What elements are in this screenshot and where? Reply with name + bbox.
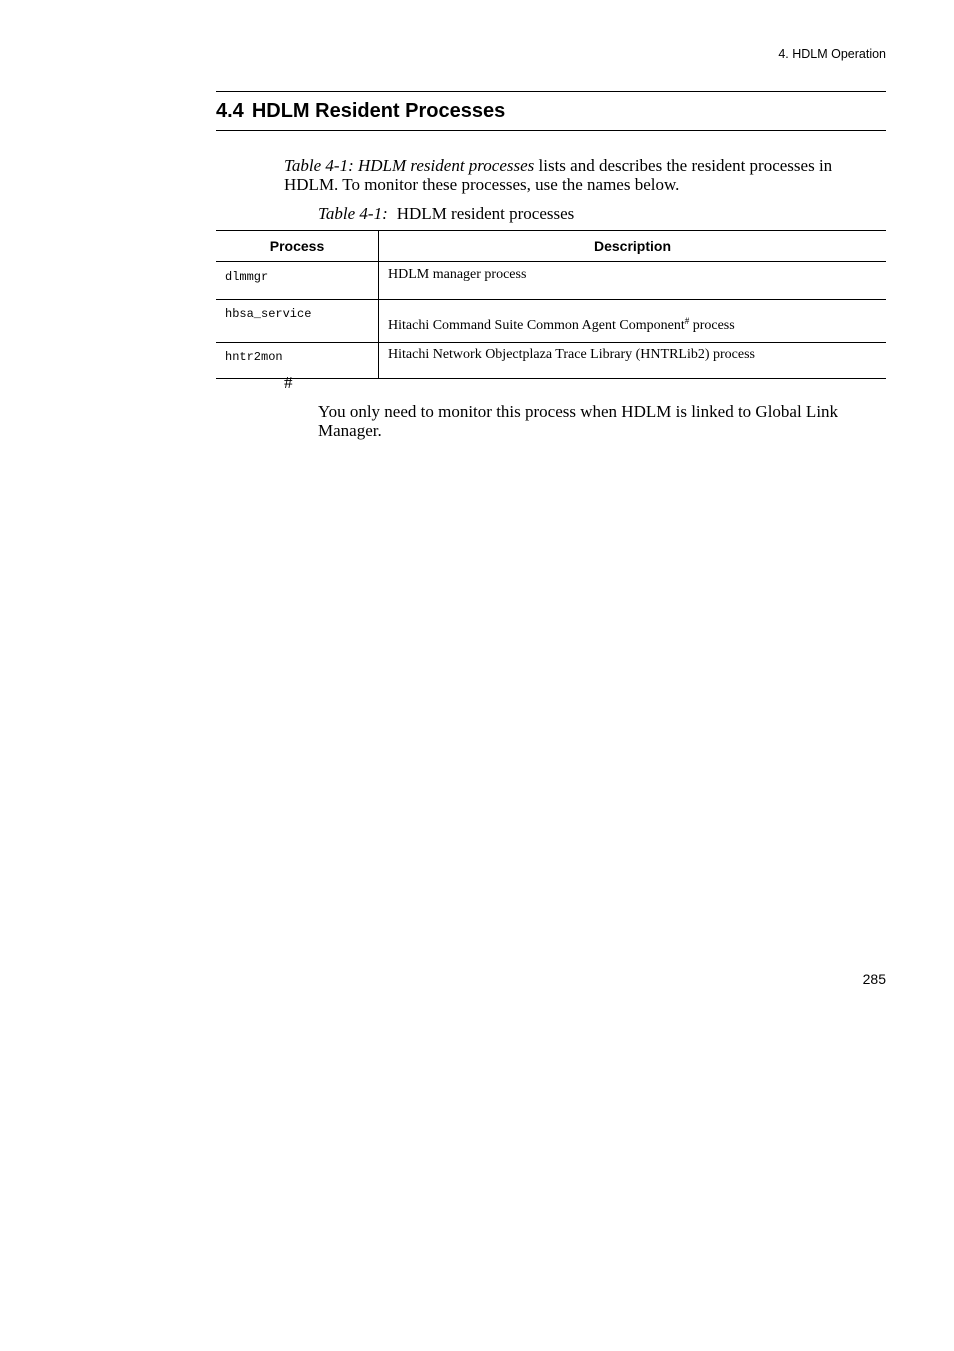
table-reference-link[interactable]: Table 4-1: HDLM resident processes [284,156,535,175]
section-heading [216,91,886,131]
description-text: Hitachi Command Suite Common Agent Component [388,318,685,333]
section-title: HDLM Resident Processes [251,99,506,122]
footnote-reference: # [684,316,690,326]
footnote-mark: # [284,373,293,392]
page-number: 285 [862,971,886,987]
table-caption-label: Table 4-1: [318,204,388,223]
process-name: dlmmgr [216,262,379,300]
intro-text: lists and describes the resident processes in HDLM. To monitor these processes, use the names below. [284,156,833,194]
process-name: hntr2mon [216,343,379,379]
description-suffix: process [689,318,735,333]
table-caption-text: HDLM resident processes [396,204,575,223]
resident-processes-table [216,230,886,379]
table-caption [318,204,574,224]
description-text: Hitachi Network Objectplaza Trace Library (HNTRLib2) process [388,347,755,362]
table-header-row [216,231,886,262]
process-description [379,343,887,379]
section-number: 4.4 [216,99,244,122]
intro-paragraph [284,156,884,194]
footnote-text: You only need to monitor this process when HDLM is linked to Global Link Manager. [318,402,839,440]
description-text: HDLM manager process [388,267,527,282]
header-description: Description [379,231,887,262]
header-process: Process [216,231,379,262]
table-row [216,262,886,300]
table-row [216,343,886,379]
process-name: hbsa_service [216,300,379,343]
process-description [379,262,887,300]
running-header: 4. HDLM Operation [778,47,886,61]
table-row [216,300,886,343]
process-description [379,300,887,343]
